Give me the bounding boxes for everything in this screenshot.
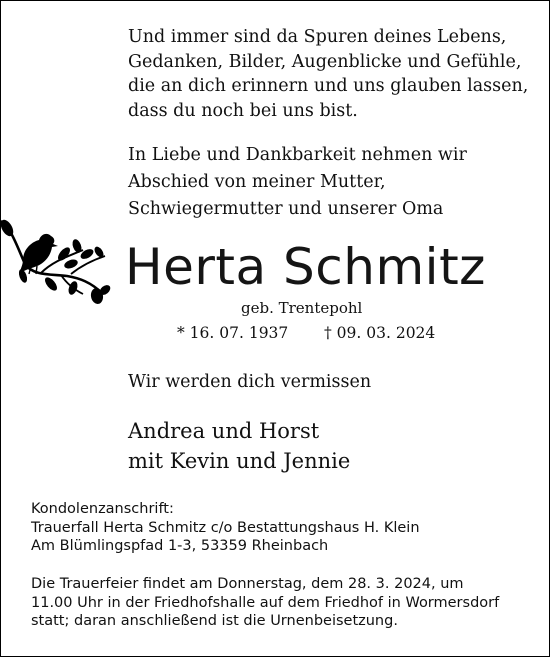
birth-date: * 16. 07. 1937 <box>177 324 289 342</box>
condolence-line: Trauerfall Herta Schmitz c/o Bestattungshaus H. Klein <box>31 519 420 536</box>
maiden-name: geb. Trentepohl <box>241 299 363 317</box>
farewell-line: Schwiegermutter und unserer Oma <box>128 199 444 219</box>
ceremony-line: Die Trauerfeier findet am Donnerstag, dem 28. 3. 2024, um <box>31 576 464 592</box>
deceased-name: Herta Schmitz <box>125 238 486 296</box>
farewell-text <box>128 142 467 223</box>
farewell-line: Abschied von meiner Mutter, <box>128 172 386 192</box>
poem-line: Gedanken, Bilder, Augenblicke und Gefühle, <box>128 51 522 72</box>
condolence-heading: Kondolenzanschrift: <box>31 501 174 517</box>
poem-line: Und immer sind da Spuren deines Lebens, <box>128 27 507 47</box>
missed-text: Wir werden dich vermissen <box>128 372 372 392</box>
death-date: † 09. 03. 2024 <box>324 324 436 342</box>
family-line: Andrea und Horst <box>128 419 320 443</box>
bird-on-branch-icon <box>1 216 121 311</box>
ceremony-info <box>31 575 499 631</box>
poem <box>128 25 528 123</box>
condolence-line: Am Blümlingspfad 1-3, 53359 Rheinbach <box>31 538 329 554</box>
poem-line: die an dich erinnern und uns glauben lassen, <box>128 76 529 96</box>
poem-line: dass du noch bei uns bist. <box>128 100 358 121</box>
condolence-address <box>31 500 420 556</box>
ceremony-line: 11.00 Uhr in der Friedhofshalle auf dem Friedhof in Wormersdorf <box>31 594 500 611</box>
family-signature <box>128 416 350 476</box>
family-line: mit Kevin und Jennie <box>128 449 351 473</box>
farewell-line: In Liebe und Dankbarkeit nehmen wir <box>128 145 467 165</box>
ceremony-line: statt; daran anschließend ist die Urnenbeisetzung. <box>31 613 398 629</box>
